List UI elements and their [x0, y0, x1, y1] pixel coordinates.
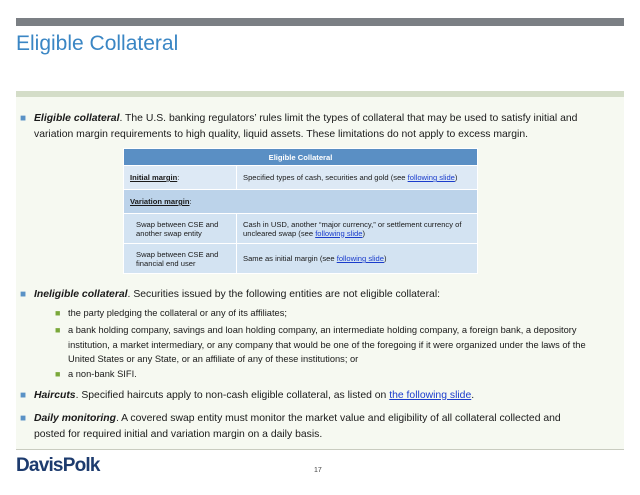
page-number: 17 [314, 467, 322, 474]
top-bar [16, 18, 624, 26]
square-bullet-icon: ■ [20, 113, 27, 124]
following-slide-link[interactable]: following slide [315, 228, 363, 238]
page-title: Eligible Collateral [16, 32, 179, 55]
table-row-variation-margin [124, 190, 478, 214]
bullet-lead: Haircuts [34, 390, 76, 401]
bullet-text: . The U.S. banking regulators’ rules limit the types of collateral that may be used to satisfy initial and variation margin requirements to high quality, liquid assets. These limitations do not apply to excess margin. [34, 113, 578, 140]
square-bullet-icon: ■ [55, 308, 61, 318]
square-bullet-icon: ■ [20, 289, 27, 300]
table-row [124, 214, 478, 244]
bullet-daily-monitoring [20, 411, 594, 443]
eligible-collateral-table [123, 148, 478, 274]
table-cell-value: Same as initial margin (see following slide) [237, 244, 478, 274]
following-slide-link[interactable]: the following slide [389, 390, 472, 401]
bullet-lead: Eligible collateral [34, 113, 120, 124]
table-cell-value: Specified types of cash, securities and gold (see following slide) [237, 166, 478, 190]
davis-polk-logo: DavisPolk [16, 455, 100, 476]
square-bullet-icon: ■ [20, 390, 27, 401]
initial-margin-label: Initial margin [130, 173, 178, 182]
bullet-ineligible-collateral [20, 287, 594, 303]
bullet-haircuts: ■ Haircuts. Specified haircuts apply to non-cash eligible collateral, as listed on the following slide. [34, 388, 594, 404]
list-item: ■ a bank holding company, savings and loan holding company, an intermediate holding company, a foreign bank, a depository institution, a market intermediary, or any company that would be one of the foregoing if it were organized under the laws of the United States or any State, or an affiliate of any of these institutions; or [55, 325, 586, 365]
square-bullet-icon: ■ [55, 325, 61, 335]
table-cell-value: Cash in USD, another “major currency,” or settlement currency of uncleared swap (see following slide) [237, 214, 478, 244]
table-row-initial-margin [124, 166, 478, 190]
variation-margin-label: Variation margin [130, 197, 190, 206]
bullet-text: . Specified haircuts apply to non-cash eligible collateral, as listed on [75, 390, 390, 401]
square-bullet-icon: ■ [20, 413, 27, 424]
list-item: ■ the party pledging the collateral or any of its affiliates; [68, 306, 602, 321]
square-bullet-icon: ■ [55, 369, 61, 379]
table-cell-label: Initial margin: [124, 166, 237, 190]
bullet-text: . Securities issued by the following entities are not eligible collateral: [127, 289, 441, 300]
bullet-lead: Daily monitoring [34, 413, 116, 424]
following-slide-link[interactable]: following slide [336, 254, 384, 263]
bullet-eligible-collateral [20, 111, 594, 143]
bullet-lead: Ineligible collateral [34, 289, 128, 300]
bullet-text: . A covered swap entity must monitor the market value and eligibility of all collateral collected and posted for required initial and variation margin on a daily basis. [34, 413, 561, 440]
footer-divider [16, 449, 624, 450]
following-slide-link[interactable]: following slide [407, 173, 455, 182]
list-item: ■ a non-bank SIFI. [68, 367, 602, 382]
table-header: Eligible Collateral [124, 149, 478, 166]
table-cell-label: Swap between CSE and financial end user [124, 244, 237, 274]
table-cell-label: Swap between CSE and another swap entity [124, 214, 237, 244]
table-row [124, 244, 478, 274]
table-cell-label: Variation margin: [124, 190, 478, 214]
